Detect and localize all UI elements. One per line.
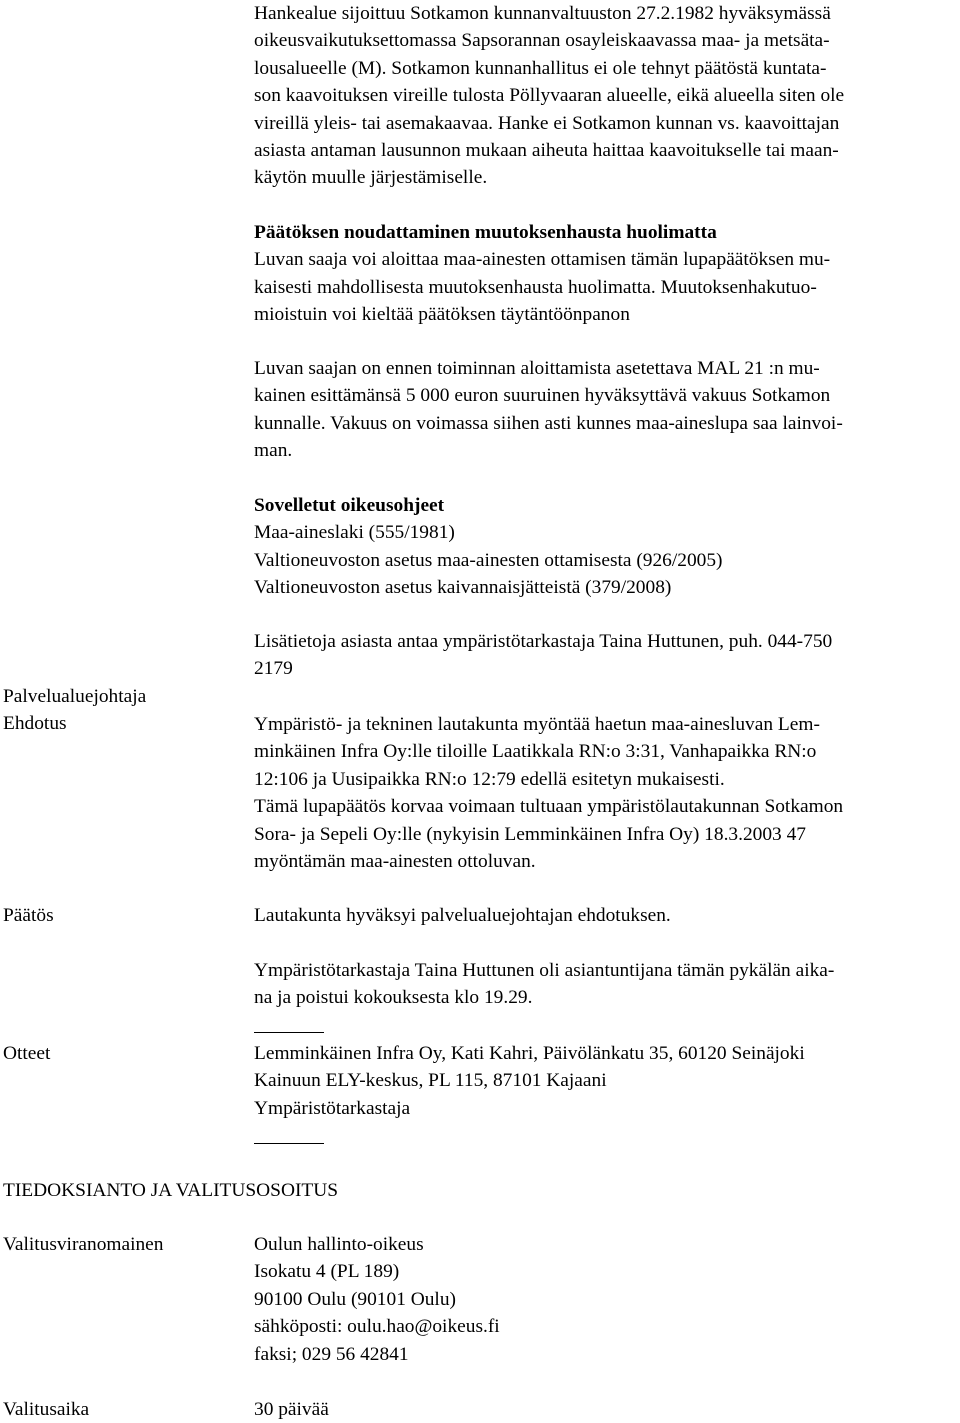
appeal-period-value: 30 päivää [254, 1399, 329, 1420]
extract-recipient: Lemminkäinen Infra Oy, Kati Kahri, Päivölänkatu 35, 60120 Seinäjoki [254, 1043, 805, 1064]
proposal-label-line: Palvelualuejohtaja [3, 686, 147, 707]
guarantee-line: kainen esittämänsä 5 000 euron suuruinen hyväksyttävä vakuus Sotkamon [254, 385, 831, 407]
extracts-label: Otteet [3, 1043, 51, 1064]
enforcement-line: mioistuin voi kieltää päätöksen täytäntöönpanon [254, 304, 630, 326]
authority-email: sähköposti: oulu.hao@oikeus.fi [254, 1316, 500, 1338]
appeal-heading: TIEDOKSIANTO JA VALITUSOSOITUS [3, 1180, 339, 1201]
authority-fax: faksi; 029 56 42841 [254, 1343, 409, 1365]
appeal-authority-label: Valitusviranomainen [3, 1234, 164, 1255]
guarantee-line: Luvan saajan on ennen toiminnan aloittamista asetettava MAL 21 :n mu- [254, 358, 820, 379]
intro-line: son kaavoituksen vireille tulosta Pöllyvaaran alueelle, eikä alueella siten ole [254, 85, 845, 107]
proposal-text [254, 711, 843, 875]
guarantee-paragraph [254, 355, 843, 465]
extracts-list [254, 1040, 805, 1122]
proposal-line: Sora- ja Sepeli Oy:lle (nykyisin Lemminkäinen Infra Oy) 18.3.2003 47 [254, 823, 806, 845]
proposal-line: Ympäristö- ja tekninen lautakunta myöntää haetun maa-ainesluvan Lem- [254, 714, 820, 735]
guarantee-line: kunnalle. Vakuus on voimassa siihen asti kunnes maa-aineslupa saa lainvoi- [254, 412, 843, 434]
proposal-line: 12:106 ja Uusipaikka RN:o 12:79 edellä esitetyn mukaisesti. [254, 768, 725, 790]
law-item: Valtioneuvoston asetus maa-ainesten ottamisesta (926/2005) [254, 549, 723, 571]
laws-section [254, 492, 723, 602]
proposal-line: minkäinen Infra Oy:lle tiloille Laatikkala RN:o 3:31, Vanhapaikka RN:o [254, 741, 817, 763]
proposal-label [3, 683, 146, 738]
separator-line [254, 1032, 324, 1033]
intro-paragraph [254, 0, 844, 192]
info-line: Lisätietoja asiasta antaa ympäristötarkastaja Taina Huttunen, puh. 044-750 [254, 631, 833, 652]
extract-recipient: Ympäristötarkastaja [254, 1097, 411, 1119]
intro-line: lousalueelle (M). Sotkamon kunnanhallitus ei ole tehnyt päätöstä kuntata- [254, 57, 827, 79]
proposal-line: Tämä lupapäätös korvaa voimaan tultuaan ympäristölautakunnan Sotkamon [254, 796, 844, 818]
info-line: 2179 [254, 658, 293, 680]
authority-line: Isokatu 4 (PL 189) [254, 1261, 400, 1283]
proposal-label-line: Ehdotus [3, 713, 67, 735]
law-item: Valtioneuvoston asetus kaivannaisjätteistä (379/2008) [254, 577, 672, 599]
info-paragraph [254, 628, 832, 683]
decision-note-line: na ja poistui kokouksesta klo 19.29. [254, 987, 533, 1009]
separator-line [254, 1143, 324, 1144]
intro-line: Hankealue sijoittuu Sotkamon kunnanvaltuuston 27.2.1982 hyväksymässä [254, 3, 831, 24]
proposal-line: myöntämän maa-ainesten ottoluvan. [254, 851, 536, 873]
authority-line: 90100 Oulu (90101 Oulu) [254, 1288, 456, 1310]
laws-heading: Sovelletut oikeusohjeet [254, 495, 445, 516]
intro-line: asiasta antaman lausunnon mukaan aiheuta haittaa kaavoitukselle tai maan- [254, 140, 839, 162]
extract-recipient: Kainuun ELY-keskus, PL 115, 87101 Kajaani [254, 1070, 607, 1092]
authority-line: Oulun hallinto-oikeus [254, 1234, 424, 1255]
decision-text: Lautakunta hyväksyi palvelualuejohtajan ehdotuksen. [254, 905, 671, 926]
guarantee-line: man. [254, 440, 293, 462]
enforcement-section [254, 219, 830, 329]
enforcement-heading: Päätöksen noudattaminen muutoksenhausta huolimatta [254, 222, 717, 243]
appeal-authority-address [254, 1231, 500, 1368]
decision-note [254, 957, 834, 1012]
enforcement-line: kaisesti mahdollisesta muutoksenhausta huolimatta. Muutoksenhakutuo- [254, 276, 817, 298]
decision-label: Päätös [3, 905, 54, 926]
intro-line: oikeusvaikutuksettomassa Sapsorannan osayleiskaavassa maa- ja metsäta- [254, 30, 830, 52]
intro-line: vireillä yleis- tai asemakaavaa. Hanke ei Sotkamon kunnan vs. kaavoittajan [254, 112, 840, 134]
law-item: Maa-aineslaki (555/1981) [254, 522, 455, 544]
intro-line: käytön muulle järjestämiselle. [254, 167, 488, 189]
appeal-period-label: Valitusaika [3, 1399, 90, 1420]
decision-note-line: Ympäristötarkastaja Taina Huttunen oli asiantuntijana tämän pykälän aika- [254, 960, 835, 981]
enforcement-line: Luvan saaja voi aloittaa maa-ainesten ottamisen tämän lupapäätöksen mu- [254, 249, 831, 271]
